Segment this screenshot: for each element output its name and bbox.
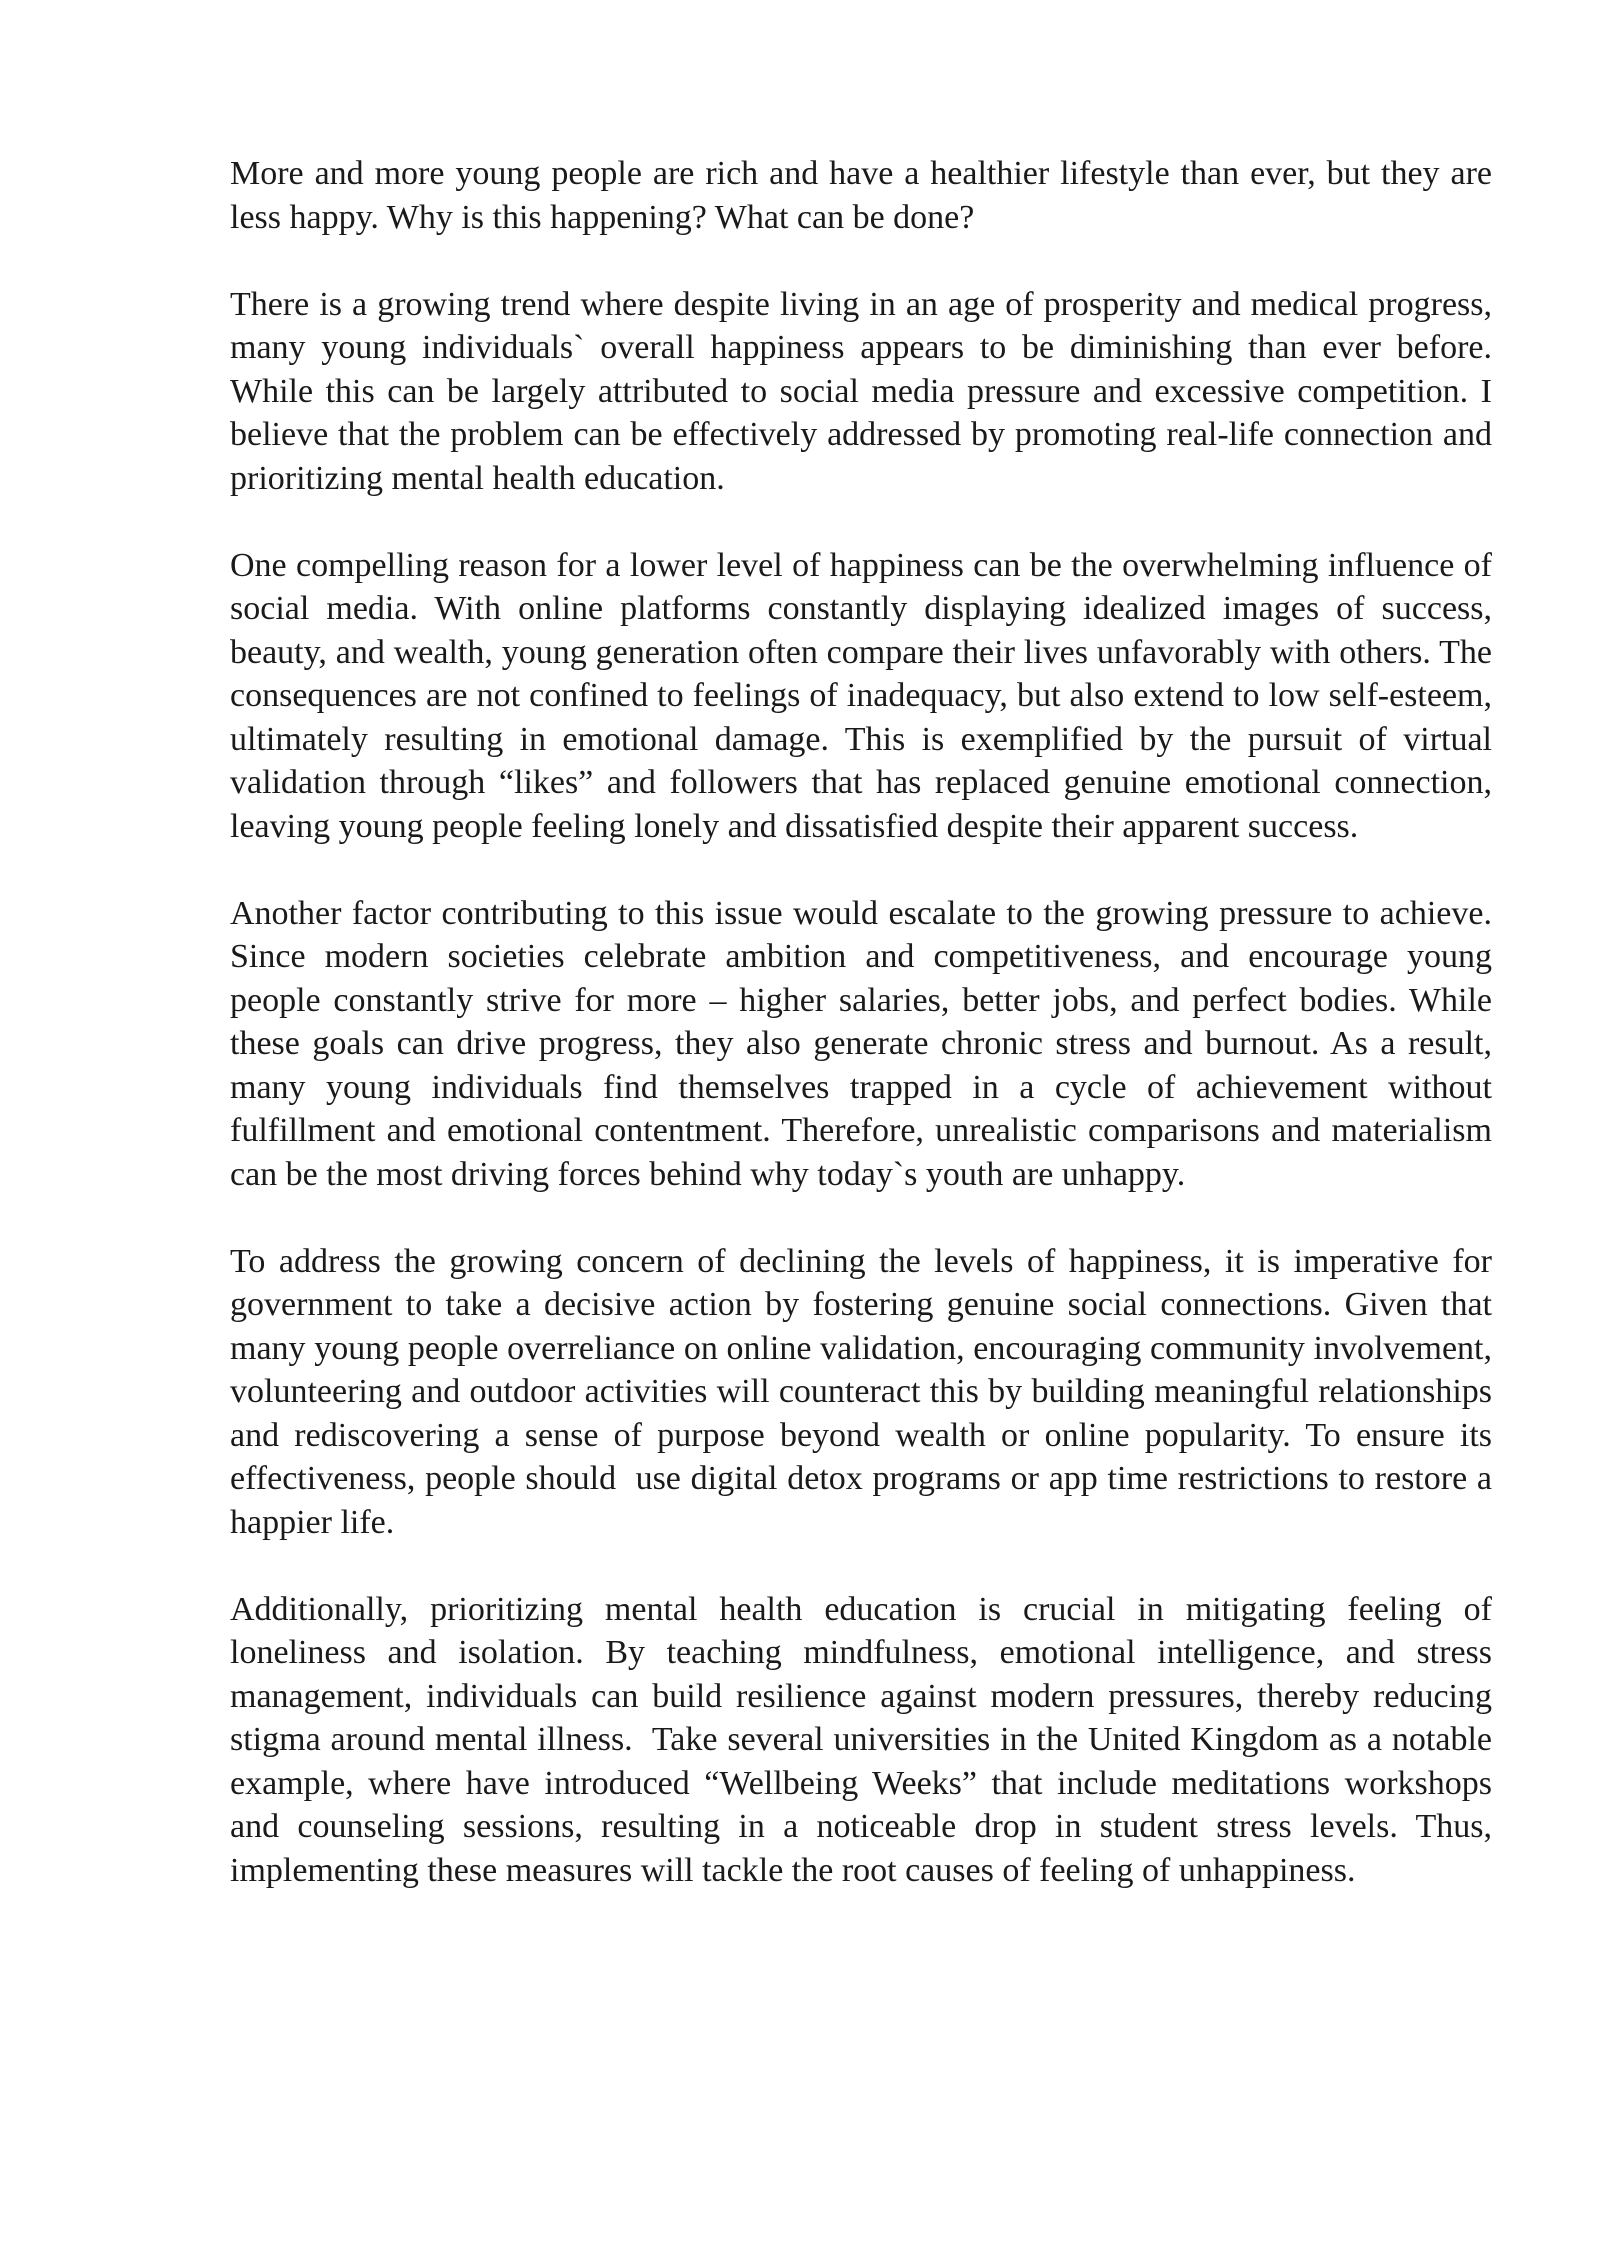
body-paragraph-social-connections: To address the growing concern of declining the levels of happiness, it is imperative for government to take a decisive action by fostering genuine social connections. Given that many young people overreliance on online validation, encouraging community involvement, volunteering and outdoor activities will counteract this by building meaningful relationships and rediscovering a sense of purpose beyond wealth or online popularity. To ensure its effectiveness, people should use digital detox programs or app time restrictions to restore a happier life. [230,1242,1501,1541]
introduction-paragraph: There is a growing trend where despite living in an age of prosperity and medical progress, many young individuals` overall happiness appears to be diminishing than ever before. While this can be largely attributed to social media pressure and excessive competition. I believe that the problem can be effectively addressed by promoting real-life connection and prioritizing mental health education. [230,285,1501,497]
body-paragraph-pressure: Another factor contributing to this issue would escalate to the growing pressure to achieve. Since modern societies celebrate ambition and competitiveness, and encourage young people constantly strive for more – higher salaries, better jobs, and perfect bodies. While these goals can drive progress, they also generate chronic stress and burnout. As a result, many young individuals find themselves trapped in a cycle of achievement without fulfillment and emotional contentment. Therefore, unrealistic comparisons and materialism can be the most driving forces behind why today`s youth are unhappy. [230,894,1501,1193]
body-paragraph-mental-health: Additionally, prioritizing mental health education is crucial in mitigating feeling of loneliness and isolation. By teaching mindfulness, emotional intelligence, and stress management, individuals can build resilience against modern pressures, thereby reducing stigma around mental illness. Take several universities in the United Kingdom as a notable example, where have introduced “Wellbeing Weeks” that include meditations workshops and counseling sessions, resulting in a noticeable drop in student stress levels. Thus, implementing these measures will tackle the root causes of feeling of unhappiness. [230,1590,1501,1889]
essay-body [230,152,1501,1892]
essay-prompt: More and more young people are rich and have a healthier lifestyle than ever, but they are less happy. Why is this happening? What can be done? [230,155,1501,236]
body-paragraph-social-media: One compelling reason for a lower level of happiness can be the overwhelming influence of social media. With online platforms constantly displaying idealized images of success, beauty, and wealth, young generation often compare their lives unfavorably with others. The consequences are not confined to feelings of inadequacy, but also extend to low self-esteem, ultimately resulting in emotional damage. This is exemplified by the pursuit of virtual validation through “likes” and followers that has replaced genuine emotional connection, leaving young people feeling lonely and dissatisfied despite their apparent success. [230,546,1501,845]
